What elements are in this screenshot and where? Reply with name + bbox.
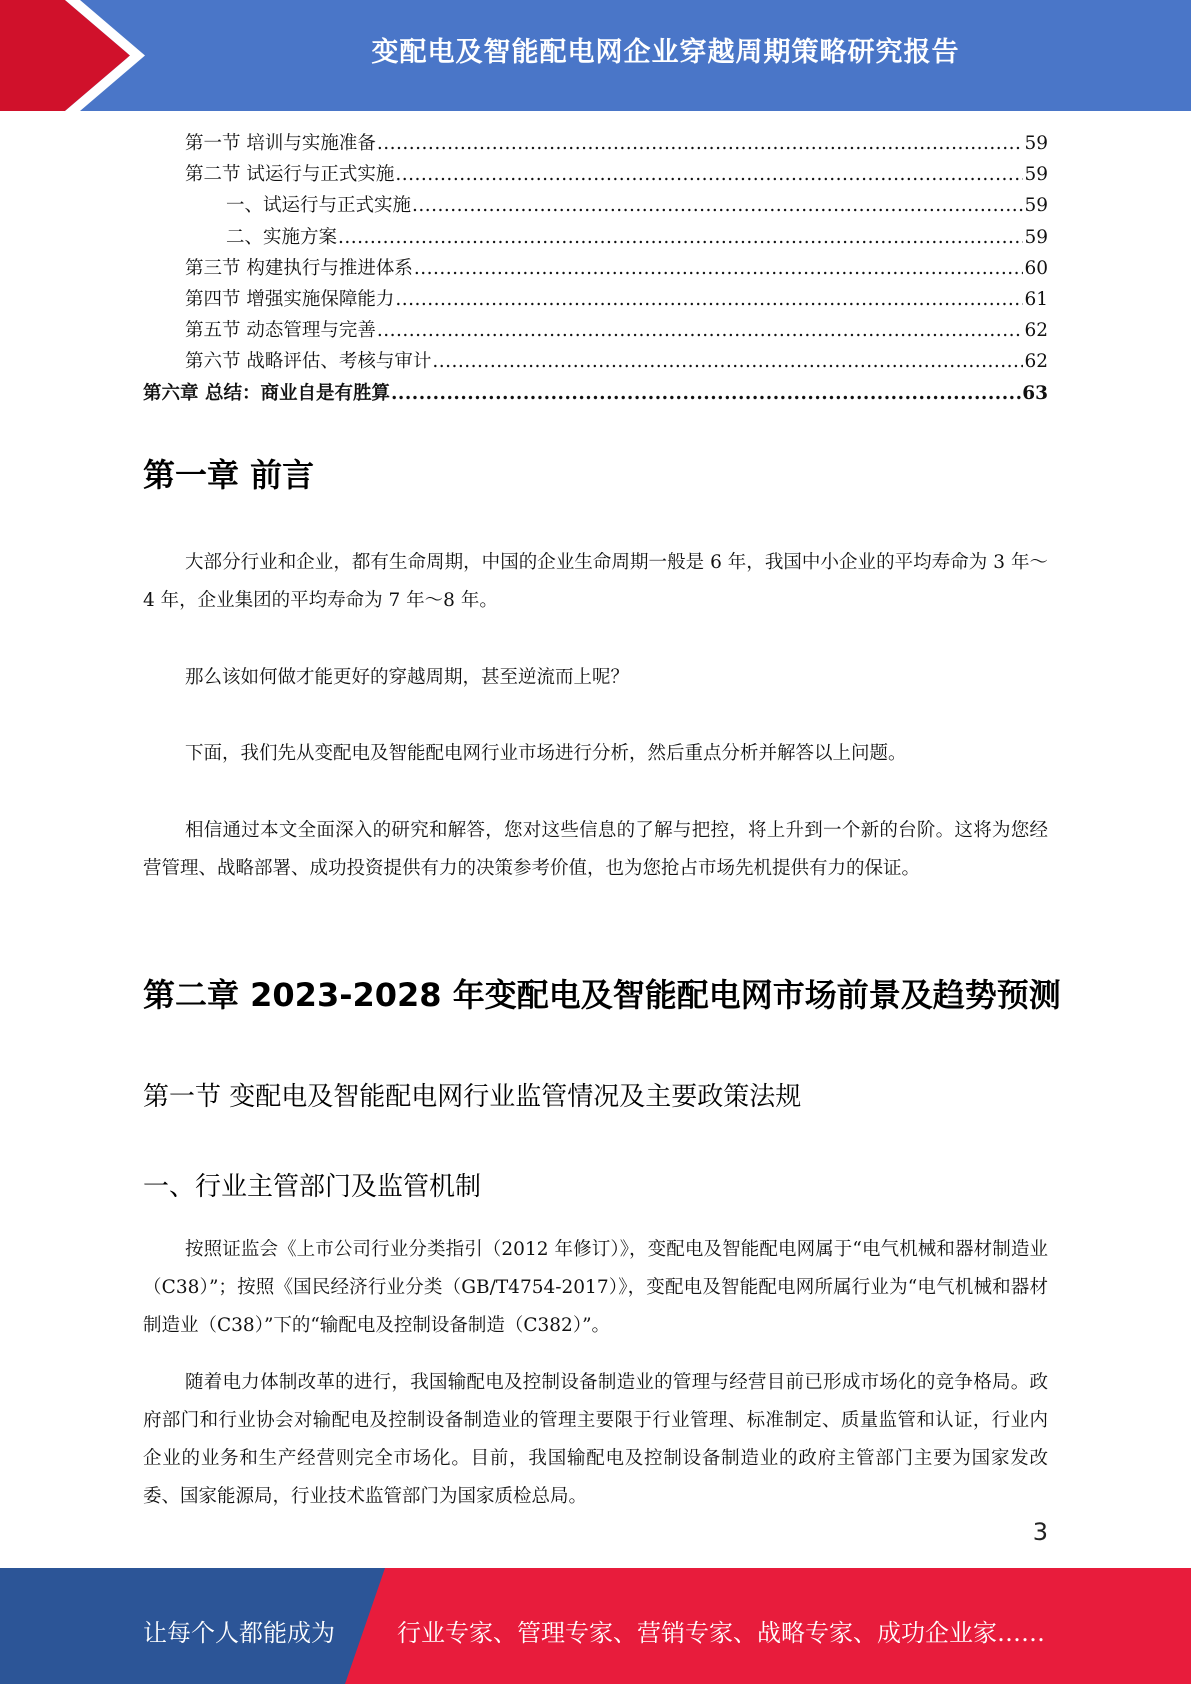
footer-slogan-left: 让每个人都能成为 bbox=[143, 1619, 335, 1647]
toc-dot-leader bbox=[414, 253, 1024, 284]
toc-dot-leader bbox=[432, 346, 1023, 377]
toc-entry-label: 第五节 动态管理与完善 bbox=[185, 320, 376, 342]
toc-entry-page: 59 bbox=[1024, 164, 1048, 186]
toc-entry-label: 第六节 战略评估、考核与审计 bbox=[185, 351, 432, 373]
toc-entry-page: 59 bbox=[1024, 133, 1048, 154]
intro-paragraph-3: 下面，我们先从变配电及智能配电网行业市场进行分析，然后重点分析并解答以上问题。 bbox=[185, 743, 907, 764]
regulation-paragraph-1: 按照证监会《上市公司行业分类指引（2012 年修订）》，变配电及智能配电网属于“电气机械和器材制造业（C38）”；按照《国民经济行业分类（GB/T4754-2017）》，变配电及智能配电网所属行业为“电气机械和器材制造业（C38）”下的“输配电及控制设备制造（C382）”。 bbox=[143, 1239, 1048, 1336]
toc-entry-page: 62 bbox=[1024, 320, 1048, 342]
toc-dot-leader bbox=[377, 128, 1024, 159]
toc-entry[interactable] bbox=[143, 315, 1048, 346]
page-number: 3 bbox=[1032, 1518, 1048, 1546]
section-1-title: 第一节 变配电及智能配电网行业监管情况及主要政策法规 bbox=[143, 1082, 802, 1112]
intro-paragraph-2: 那么该如何做才能更好的穿越周期，甚至逆流而上呢？ bbox=[185, 667, 630, 688]
toc-entry[interactable] bbox=[143, 190, 1048, 221]
toc-entry-page: 59 bbox=[1024, 195, 1048, 217]
toc-entry[interactable] bbox=[143, 346, 1048, 377]
toc-entry-label: 第一节 培训与实施准备 bbox=[185, 133, 376, 154]
toc-entry[interactable] bbox=[143, 378, 1048, 409]
toc-entry[interactable] bbox=[143, 159, 1048, 190]
chapter-2-title: 第二章 2023-2028 年变配电及智能配电网市场前景及趋势预测 bbox=[143, 976, 1061, 1014]
table-of-contents bbox=[143, 128, 1048, 409]
toc-entry-label: 第三节 构建执行与推进体系 bbox=[185, 257, 413, 279]
intro-paragraph-1: 大部分行业和企业，都有生命周期，中国的企业生命周期一般是 6 年，我国中小企业的平均寿命为 3 年～4 年，企业集团的平均寿命为 7 年～8 年。 bbox=[143, 552, 1048, 611]
toc-dot-leader bbox=[412, 190, 1023, 221]
toc-entry[interactable] bbox=[143, 128, 1048, 159]
toc-entry[interactable] bbox=[143, 253, 1048, 284]
subsection-1-title: 一、行业主管部门及监管机制 bbox=[143, 1172, 482, 1202]
toc-entry-page: 62 bbox=[1024, 351, 1048, 373]
page-footer bbox=[0, 1568, 1191, 1684]
toc-entry-label: 二、实施方案 bbox=[226, 226, 338, 248]
page-header bbox=[0, 0, 1191, 111]
toc-entry-label: 第二节 试运行与正式实施 bbox=[185, 164, 395, 186]
toc-entry-label: 一、试运行与正式实施 bbox=[226, 195, 412, 217]
regulation-paragraph-2: 随着电力体制改革的进行，我国输配电及控制设备制造业的管理与经营目前已形成市场化的竞争格局。政府部门和行业协会对输配电及控制设备制造业的管理主要限于行业管理、标准制定、质量监管和认证，行业内企业的业务和生产经营则完全市场化。目前，我国输配电及控制设备制造业的政府主管部门主要为国家发改委、国家能源局，行业技术监管部门为国家质检总局。 bbox=[143, 1372, 1048, 1507]
toc-dot-leader bbox=[395, 284, 1023, 315]
header-arrow-decoration bbox=[0, 0, 160, 111]
footer-slogan-right: 行业专家、管理专家、营销专家、战略专家、成功企业家…… bbox=[397, 1619, 1045, 1647]
toc-entry-page: 59 bbox=[1024, 226, 1048, 248]
toc-entry-page: 63 bbox=[1022, 382, 1048, 404]
toc-entry-page: 61 bbox=[1024, 288, 1048, 310]
toc-entry-page: 60 bbox=[1024, 257, 1048, 279]
toc-dot-leader bbox=[395, 159, 1023, 190]
report-title: 变配电及智能配电网企业穿越周期策略研究报告 bbox=[371, 37, 960, 68]
toc-entry[interactable] bbox=[143, 284, 1048, 315]
toc-entry-label: 第四节 增强实施保障能力 bbox=[185, 288, 395, 310]
intro-paragraph-4: 相信通过本文全面深入的研究和解答，您对这些信息的了解与把控，将上升到一个新的台阶。这将为您经营管理、战略部署、成功投资提供有力的决策参考价值，也为您抢占市场先机提供有力的保证。 bbox=[143, 820, 1048, 879]
toc-dot-leader bbox=[391, 378, 1021, 409]
toc-dot-leader bbox=[377, 315, 1024, 346]
toc-entry-label: 第六章 总结：商业自是有胜算 bbox=[143, 382, 390, 404]
toc-entry[interactable] bbox=[143, 222, 1048, 253]
toc-dot-leader bbox=[338, 222, 1023, 253]
chapter-1-title: 第一章 前言 bbox=[143, 456, 315, 494]
